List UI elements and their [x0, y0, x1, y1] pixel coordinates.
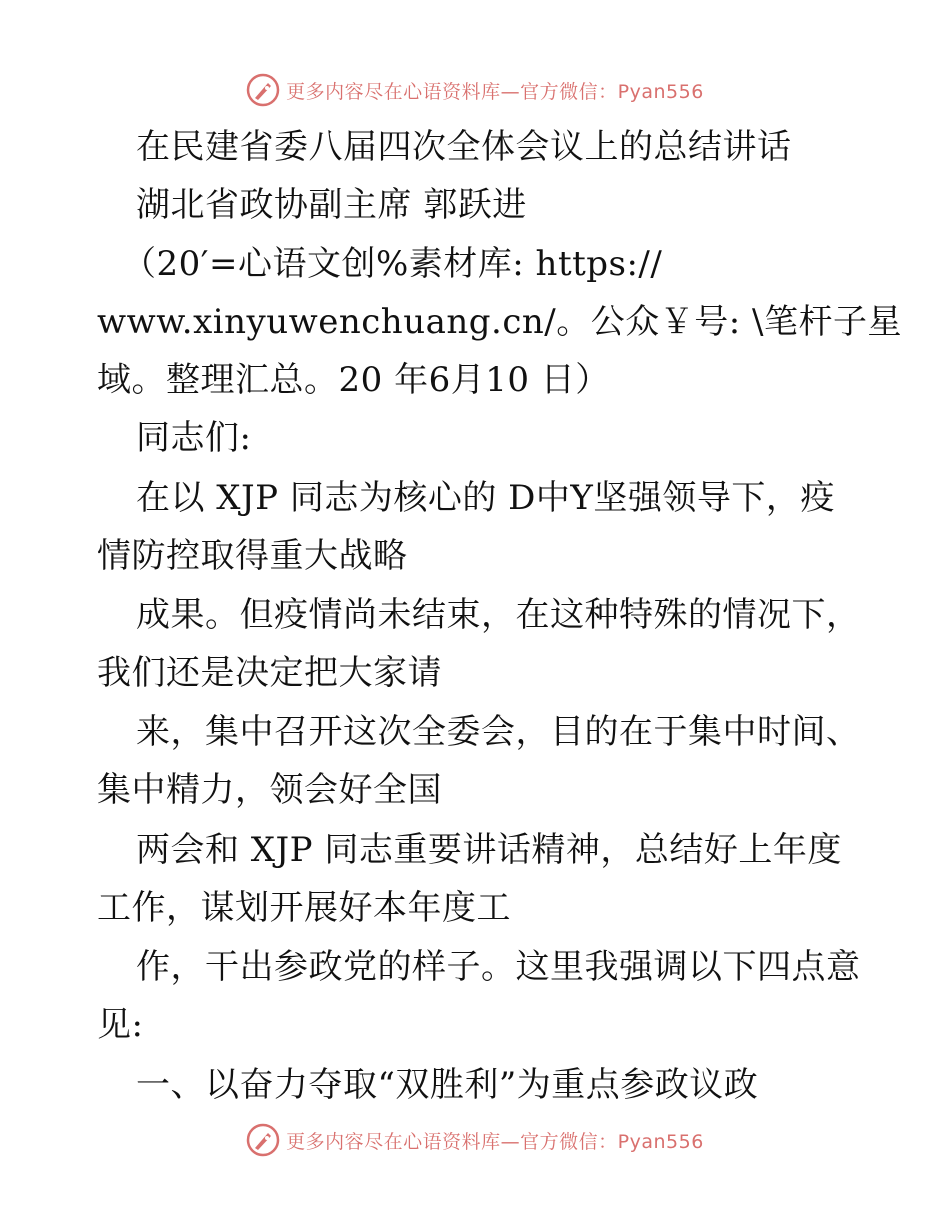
- paragraph-line: 两会和 XJP 同志重要讲话精神，总结好上年度: [136, 830, 842, 870]
- watermark-text: 更多内容尽在心语资料库—官方微信：Pyan556: [286, 80, 704, 103]
- paragraph-line: 工作，谋划开展好本年度工: [97, 888, 511, 928]
- paragraph-line: 成果。但疫情尚未结束，在这种特殊的情况下，: [136, 595, 861, 635]
- watermark-text: 更多内容尽在心语资料库—官方微信：Pyan556: [286, 1130, 704, 1153]
- paragraph-line: 在以 XJP 同志为核心的 D中Y坚强领导下，疫: [136, 478, 835, 518]
- section-heading: 一、以奋力夺取“双胜利”为重点参政议政: [136, 1065, 759, 1105]
- paragraph-line: 情防控取得重大战略: [97, 536, 408, 576]
- source-line: www.xinyuwenchuang.cn/。公众￥号: \笔杆子星: [97, 302, 902, 342]
- paragraph-line: 见:: [97, 1005, 144, 1045]
- document-author: 湖北省政协副主席 郭跃进: [136, 185, 527, 225]
- pen-nib-logo-icon: [246, 73, 280, 107]
- source-line: （20′=心语文创%素材库: https://: [122, 244, 663, 284]
- source-line: 域。整理汇总。20 年6月10 日）: [97, 360, 610, 400]
- document-title: 在民建省委八届四次全体会议上的总结讲话: [136, 127, 792, 167]
- paragraph-line: 来，集中召开这次全委会，目的在于集中时间、: [136, 712, 861, 752]
- paragraph-line: 我们还是决定把大家请: [97, 653, 442, 693]
- pen-nib-logo-icon: [246, 1123, 280, 1157]
- paragraph-line: 集中精力，领会好全国: [97, 770, 442, 810]
- salutation: 同志们:: [136, 418, 252, 458]
- paragraph-line: 作，干出参政党的样子。这里我强调以下四点意: [136, 947, 861, 987]
- watermark-footer: [0, 1120, 950, 1160]
- watermark-header: [0, 70, 950, 110]
